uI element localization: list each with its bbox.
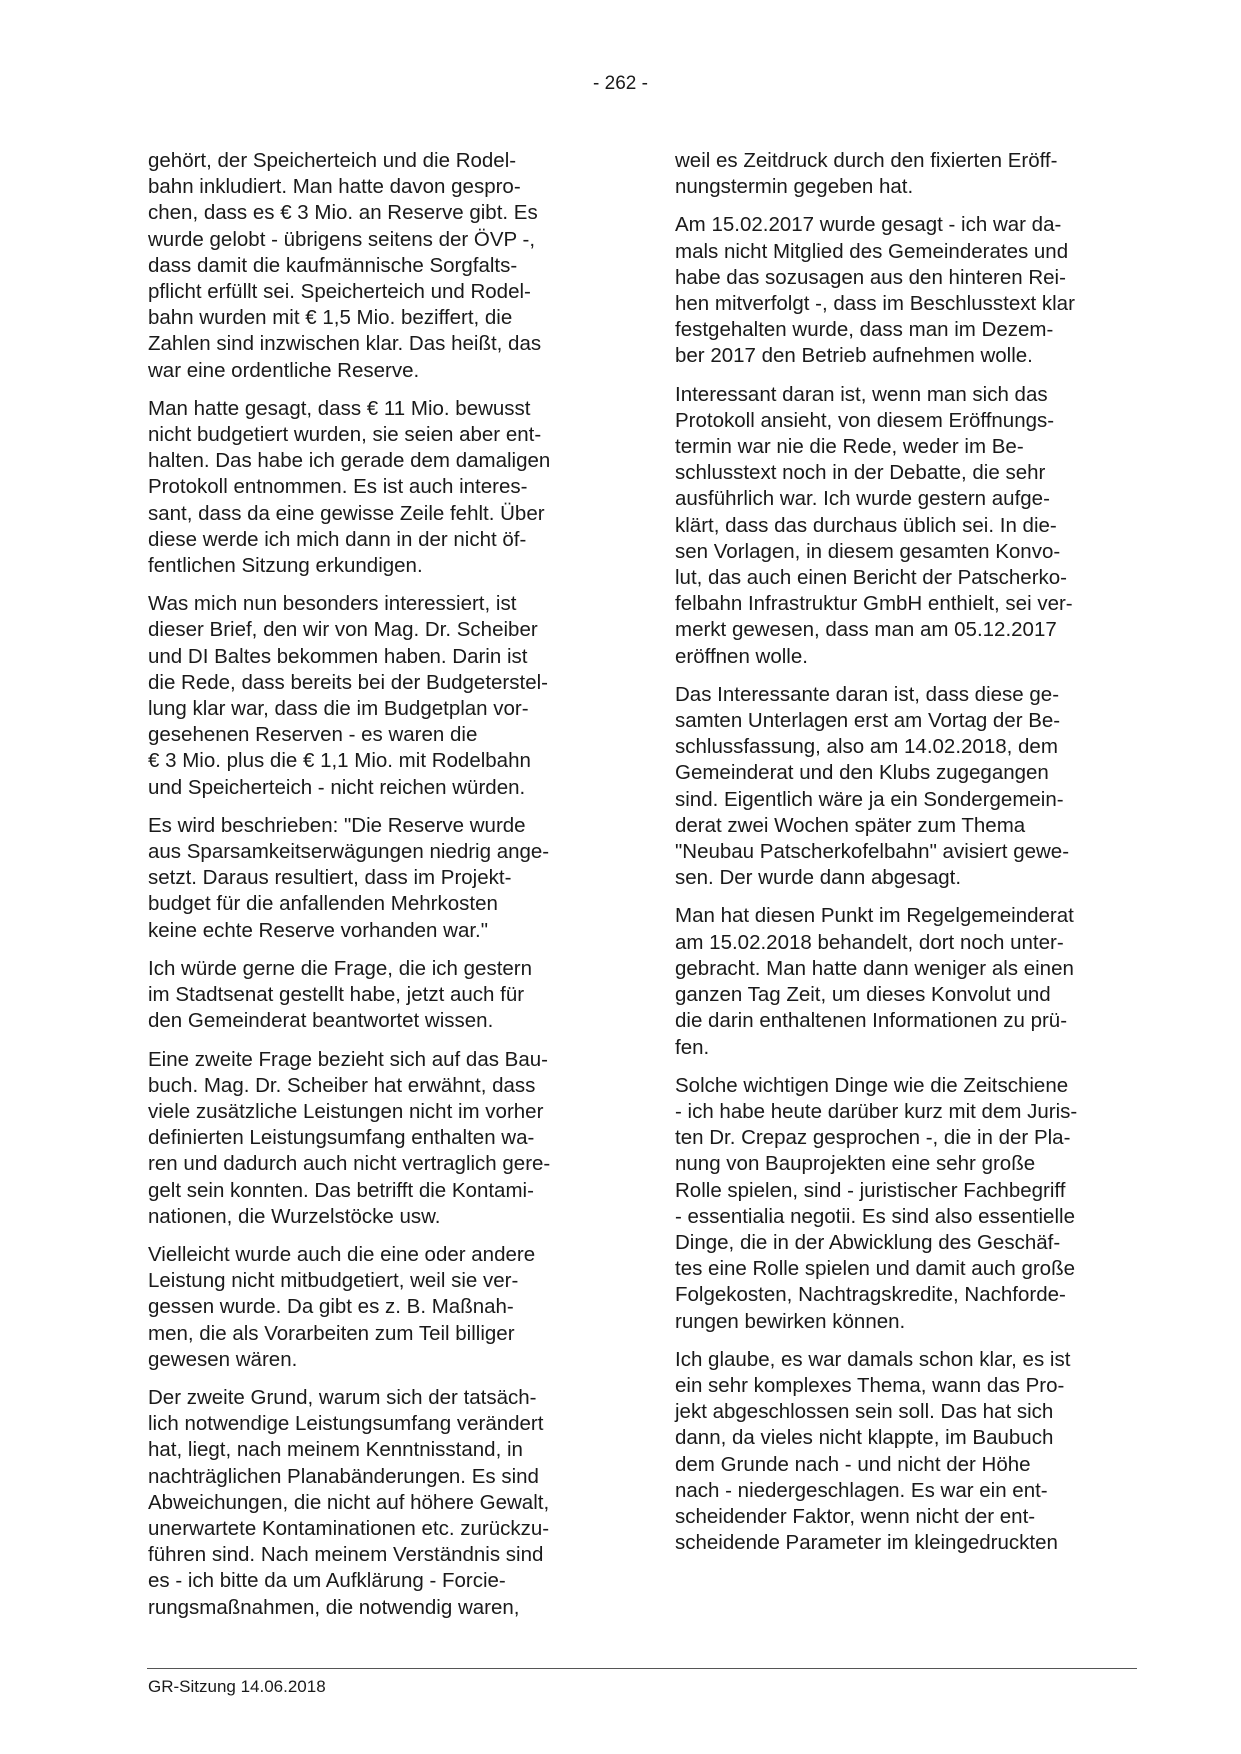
- text-line: ren und dadurch auch nicht vertraglich gere-: [148, 1152, 551, 1176]
- text-line: Man hatte gesagt, dass € 11 Mio. bewusst: [148, 396, 531, 420]
- text-line: Eine zweite Frage bezieht sich auf das Bau-: [148, 1047, 548, 1071]
- paragraph: [675, 903, 1135, 1060]
- text-line: die darin enthaltenen Informationen zu prü-: [675, 1009, 1068, 1033]
- text-line: ber 2017 den Betrieb aufnehmen wolle.: [675, 344, 1033, 368]
- paragraph: [148, 813, 608, 944]
- text-line: bahn inkludiert. Man hatte davon gespro-: [148, 175, 521, 199]
- text-line: rungsmaßnahmen, die notwendig waren,: [148, 1595, 520, 1619]
- text-line: - essentialia negotii. Es sind also essentielle: [675, 1204, 1075, 1228]
- footer-session-label: GR-Sitzung 14.06.2018: [148, 1677, 326, 1696]
- text-line: diese werde ich mich dann in der nicht öf-: [148, 527, 527, 551]
- text-line: Leistung nicht mitbudgetiert, weil sie ver-: [148, 1269, 519, 1293]
- text-line: scheidender Faktor, wenn nicht der ent-: [675, 1504, 1036, 1528]
- text-line: fentlichen Sitzung erkundigen.: [148, 554, 423, 578]
- paragraph: [148, 148, 608, 384]
- text-line: termin war nie die Rede, weder im Be-: [675, 435, 1024, 459]
- text-line: lung klar war, dass die im Budgetplan vor-: [148, 697, 529, 721]
- text-line: es - ich bitte da um Aufklärung - Forcie-: [148, 1569, 506, 1593]
- text-line: sen Vorlagen, in diesem gesamten Konvo-: [675, 539, 1061, 563]
- text-line: gewesen wären.: [148, 1347, 298, 1371]
- text-line: nachträglichen Planabänderungen. Es sind: [148, 1464, 539, 1488]
- text-line: bahn wurden mit € 1,5 Mio. beziffert, die: [148, 306, 513, 330]
- footer-divider: [147, 1668, 1137, 1669]
- paragraph: [675, 382, 1135, 670]
- text-line: wurde gelobt - übrigens seitens der ÖVP -,: [148, 227, 536, 251]
- text-line: im Stadtsenat gestellt habe, jetzt auch für: [148, 983, 525, 1007]
- text-line: schlussfassung, also am 14.02.2018, dem: [675, 735, 1058, 759]
- text-line: Abweichungen, die nicht auf höhere Gewalt,: [148, 1490, 550, 1514]
- text-line: nicht budgetiert wurden, sie seien aber ent-: [148, 423, 542, 447]
- text-line: fen.: [675, 1035, 710, 1059]
- text-line: dieser Brief, den wir von Mag. Dr. Scheiber: [148, 618, 538, 642]
- text-line: ein sehr komplexes Thema, wann das Pro-: [675, 1373, 1065, 1397]
- text-line: ten Dr. Crepaz gesprochen -, die in der Pla-: [675, 1126, 1071, 1150]
- text-line: pflicht erfüllt sei. Speicherteich und Rodel-: [148, 280, 531, 304]
- text-line: Protokoll entnommen. Es ist auch interes-: [148, 475, 528, 499]
- text-column-left: [148, 148, 608, 1633]
- text-line: setzt. Daraus resultiert, dass im Projekt-: [148, 866, 512, 890]
- text-line: scheidende Parameter im kleingedruckten: [675, 1531, 1058, 1555]
- text-line: nach - niedergeschlagen. Es war ein ent-: [675, 1478, 1048, 1502]
- text-line: die Rede, dass bereits bei der Budgeterstel-: [148, 670, 548, 694]
- text-line: dem Grunde nach - und nicht der Höhe: [675, 1452, 1031, 1476]
- text-line: nungstermin gegeben hat.: [675, 175, 914, 199]
- text-line: men, die als Vorarbeiten zum Teil billiger: [148, 1321, 515, 1345]
- text-line: gesehenen Reserven - es waren die: [148, 723, 478, 747]
- text-line: Ich würde gerne die Frage, die ich gestern: [148, 956, 533, 980]
- paragraph: [675, 1347, 1135, 1557]
- text-line: Folgekosten, Nachtragskredite, Nachforde-: [675, 1283, 1066, 1307]
- paragraph: [148, 396, 608, 579]
- text-line: aus Sparsamkeitserwägungen niedrig ange-: [148, 840, 550, 864]
- text-line: Es wird beschrieben: "Die Reserve wurde: [148, 813, 526, 837]
- text-line: Man hat diesen Punkt im Regelgemeinderat: [675, 904, 1074, 928]
- text-line: Ich glaube, es war damals schon klar, es ist: [675, 1347, 1071, 1371]
- text-line: tes eine Rolle spielen und damit auch große: [675, 1257, 1075, 1281]
- text-line: gelt sein konnten. Das betrifft die Kontami-: [148, 1178, 534, 1202]
- text-line: merkt gewesen, dass man am 05.12.2017: [675, 618, 1057, 642]
- paragraph: [148, 956, 608, 1035]
- text-line: lut, das auch einen Bericht der Patscherko-: [675, 566, 1067, 590]
- text-line: - ich habe heute darüber kurz mit dem Juris-: [675, 1099, 1078, 1123]
- text-line: gessen wurde. Da gibt es z. B. Maßnah-: [148, 1295, 514, 1319]
- text-line: Dinge, die in der Abwicklung des Geschäf-: [675, 1230, 1061, 1254]
- paragraph: [148, 591, 608, 801]
- text-line: klärt, dass das durchaus üblich sei. In die-: [675, 513, 1057, 537]
- text-line: "Neubau Patscherkofelbahn" avisiert gewe-: [675, 840, 1070, 864]
- text-line: führen sind. Nach meinem Verständnis sind: [148, 1543, 544, 1567]
- text-line: Vielleicht wurde auch die eine oder andere: [148, 1242, 536, 1266]
- text-column-right: [675, 148, 1135, 1568]
- text-line: ausführlich war. Ich wurde gestern aufge-: [675, 487, 1050, 511]
- text-line: rungen bewirken können.: [675, 1309, 906, 1333]
- text-line: chen, dass es € 3 Mio. an Reserve gibt. Es: [148, 201, 538, 225]
- text-line: derat zwei Wochen später zum Thema: [675, 813, 1026, 837]
- text-line: Protokoll ansieht, von diesem Eröffnungs-: [675, 408, 1055, 432]
- text-line: halten. Das habe ich gerade dem damaligen: [148, 449, 551, 473]
- text-line: Gemeinderat und den Klubs zugegangen: [675, 761, 1049, 785]
- text-line: Was mich nun besonders interessiert, ist: [148, 592, 517, 616]
- text-line: gehört, der Speicherteich und die Rodel-: [148, 149, 517, 172]
- text-line: mals nicht Mitglied des Gemeinderates und: [675, 239, 1069, 263]
- text-line: hat, liegt, nach meinem Kenntnisstand, in: [148, 1438, 523, 1462]
- text-line: Zahlen sind inzwischen klar. Das heißt, das: [148, 332, 542, 356]
- text-line: und DI Baltes bekommen haben. Darin ist: [148, 644, 528, 668]
- text-line: sind. Eigentlich wäre ja ein Sondergemein-: [675, 787, 1064, 811]
- text-line: habe das sozusagen aus den hinteren Rei-: [675, 265, 1066, 289]
- text-line: war eine ordentliche Reserve.: [148, 358, 420, 382]
- text-line: schlusstext noch in der Debatte, die sehr: [675, 461, 1046, 485]
- paragraph: [148, 1047, 608, 1230]
- text-line: den Gemeinderat beantwortet wissen.: [148, 1009, 494, 1033]
- paragraph: [675, 682, 1135, 892]
- paragraph: [148, 1242, 608, 1373]
- text-line: am 15.02.2018 behandelt, dort noch unter-: [675, 930, 1064, 954]
- text-line: keine echte Reserve vorhanden war.": [148, 918, 489, 942]
- text-line: buch. Mag. Dr. Scheiber hat erwähnt, dass: [148, 1073, 536, 1097]
- text-line: weil es Zeitdruck durch den fixierten Eröff-: [675, 149, 1058, 172]
- text-line: unerwartete Kontaminationen etc. zurückzu-: [148, 1516, 550, 1540]
- paragraph: [675, 212, 1135, 369]
- text-line: viele zusätzliche Leistungen nicht im vorher: [148, 1099, 544, 1123]
- text-line: ganzen Tag Zeit, um dieses Konvolut und: [675, 983, 1051, 1007]
- text-line: und Speicherteich - nicht reichen würden.: [148, 775, 526, 799]
- text-line: dass damit die kaufmännische Sorgfalts-: [148, 253, 518, 277]
- text-line: € 3 Mio. plus die € 1,1 Mio. mit Rodelbahn: [148, 749, 531, 773]
- text-line: sant, dass da eine gewisse Zeile fehlt. Über: [148, 501, 545, 525]
- text-line: festgehalten wurde, dass man im Dezem-: [675, 318, 1054, 342]
- text-line: samten Unterlagen erst am Vortag der Be-: [675, 709, 1061, 733]
- paragraph: [148, 1385, 608, 1621]
- text-line: Am 15.02.2017 wurde gesagt - ich war da-: [675, 213, 1062, 237]
- text-line: budget für die anfallenden Mehrkosten: [148, 892, 498, 916]
- paragraph: [675, 1073, 1135, 1335]
- text-line: sen. Der wurde dann abgesagt.: [675, 866, 962, 890]
- text-line: hen mitverfolgt -, dass im Beschlusstext klar: [675, 292, 1075, 316]
- text-line: gebracht. Man hatte dann weniger als einen: [675, 956, 1074, 980]
- text-line: Das Interessante daran ist, dass diese ge-: [675, 682, 1060, 706]
- text-line: nung von Bauprojekten eine sehr große: [675, 1152, 1036, 1176]
- paragraph: [675, 148, 1135, 200]
- text-line: dann, da vieles nicht klappte, im Baubuch: [675, 1426, 1054, 1450]
- text-line: lich notwendige Leistungsumfang verändert: [148, 1412, 544, 1436]
- text-line: Interessant daran ist, wenn man sich das: [675, 382, 1048, 406]
- text-line: Solche wichtigen Dinge wie die Zeitschiene: [675, 1073, 1069, 1097]
- text-line: Der zweite Grund, warum sich der tatsäch-: [148, 1385, 537, 1409]
- text-line: jekt abgeschlossen sein soll. Das hat sich: [675, 1400, 1054, 1424]
- text-line: eröffnen wolle.: [675, 644, 808, 668]
- text-line: nationen, die Wurzelstöcke usw.: [148, 1204, 441, 1228]
- page-number: - 262 -: [593, 73, 648, 94]
- text-line: definierten Leistungsumfang enthalten wa-: [148, 1126, 535, 1150]
- text-line: Rolle spielen, sind - juristischer Fachbegriff: [675, 1178, 1066, 1202]
- text-line: felbahn Infrastruktur GmbH enthielt, sei ver-: [675, 592, 1073, 616]
